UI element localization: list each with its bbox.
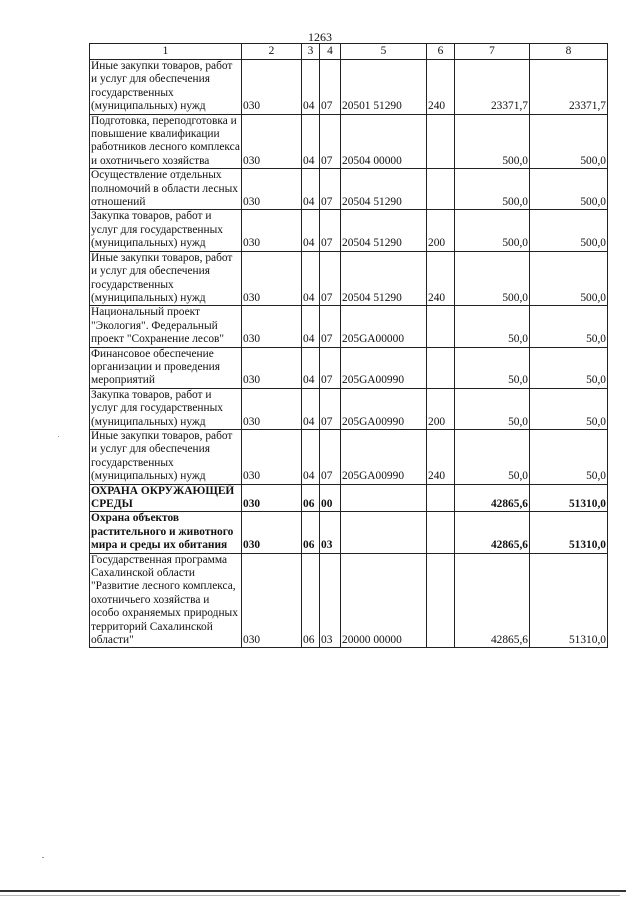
section-code-cell: 04 — [302, 60, 320, 115]
col-header-3: 3 — [302, 44, 320, 60]
admin-code-cell: 030 — [242, 169, 302, 210]
amount-col7-cell: 500,0 — [455, 210, 530, 251]
row-name-cell: Охрана объектов растительного и животного мира и среды их обитания — [90, 512, 242, 553]
admin-code-cell: 030 — [242, 306, 302, 347]
row-name-cell: Иные закупки товаров, работ и услуг для обеспечения государственных (муниципальных) нужд — [90, 429, 242, 484]
amount-col7-cell: 42865,6 — [455, 512, 530, 553]
section-code-cell: 06 — [302, 484, 320, 512]
amount-col7-cell: 42865,6 — [455, 553, 530, 648]
amount-col8-cell: 51310,0 — [530, 553, 608, 648]
amount-col7-cell: 50,0 — [455, 347, 530, 388]
row-name-cell: Государственная программа Сахалинской области "Развитие лесного комплекса, охотничьего хозяйства и особо охраняемых природных территорий Сахалинской области" — [90, 553, 242, 648]
amount-col8-cell: 500,0 — [530, 114, 608, 169]
target-article-cell: 20504 51290 — [341, 169, 427, 210]
col-header-8: 8 — [530, 44, 608, 60]
amount-col7-cell: 50,0 — [455, 429, 530, 484]
subsection-code-cell: 07 — [320, 347, 341, 388]
table-row — [90, 388, 608, 429]
amount-col8-cell: 500,0 — [530, 210, 608, 251]
expense-type-cell — [427, 484, 455, 512]
section-code-cell: 04 — [302, 388, 320, 429]
bottom-rule — [0, 890, 626, 892]
subsection-code-cell: 07 — [320, 251, 341, 306]
subsection-code-cell: 07 — [320, 388, 341, 429]
section-code-cell: 04 — [302, 210, 320, 251]
admin-code-cell: 030 — [242, 484, 302, 512]
table-row — [90, 429, 608, 484]
row-name-cell: Финансовое обеспечение организации и проведения мероприятий — [90, 347, 242, 388]
expense-type-cell: 240 — [427, 429, 455, 484]
section-code-cell: 04 — [302, 306, 320, 347]
target-article-cell: 205GA00990 — [341, 347, 427, 388]
subsection-code-cell: 07 — [320, 306, 341, 347]
row-name-cell: Национальный проект "Экология". Федеральный проект "Сохранение лесов" — [90, 306, 242, 347]
amount-col8-cell: 50,0 — [530, 429, 608, 484]
row-name-cell: Закупка товаров, работ и услуг для государственных (муниципальных) нужд — [90, 210, 242, 251]
section-code-cell: 06 — [302, 553, 320, 648]
table-row — [90, 306, 608, 347]
subsection-code-cell: 07 — [320, 210, 341, 251]
table-row — [90, 347, 608, 388]
section-code-cell: 06 — [302, 512, 320, 553]
amount-col7-cell: 42865,6 — [455, 484, 530, 512]
subsection-code-cell: 07 — [320, 114, 341, 169]
admin-code-cell: 030 — [242, 388, 302, 429]
amount-col7-cell: 500,0 — [455, 251, 530, 306]
admin-code-cell: 030 — [242, 512, 302, 553]
col-header-7: 7 — [455, 44, 530, 60]
subsection-code-cell: 00 — [320, 484, 341, 512]
expense-type-cell — [427, 306, 455, 347]
table-row — [90, 114, 608, 169]
section-code-cell: 04 — [302, 169, 320, 210]
expense-type-cell — [427, 169, 455, 210]
table-row — [90, 210, 608, 251]
target-article-cell — [341, 484, 427, 512]
amount-col8-cell: 500,0 — [530, 169, 608, 210]
target-article-cell: 20501 51290 — [341, 60, 427, 115]
header-row — [90, 44, 608, 60]
row-name-cell: Закупка товаров, работ и услуг для государственных (муниципальных) нужд — [90, 388, 242, 429]
subsection-code-cell: 07 — [320, 429, 341, 484]
bottom-rule-faint — [0, 895, 620, 896]
scan-speck — [58, 436, 59, 437]
target-article-cell: 20504 00000 — [341, 114, 427, 169]
amount-col7-cell: 500,0 — [455, 114, 530, 169]
amount-col8-cell: 51310,0 — [530, 512, 608, 553]
expense-type-cell: 240 — [427, 251, 455, 306]
subsection-code-cell: 03 — [320, 512, 341, 553]
expense-type-cell — [427, 347, 455, 388]
expense-type-cell — [427, 553, 455, 648]
admin-code-cell: 030 — [242, 429, 302, 484]
expense-type-cell: 200 — [427, 210, 455, 251]
page-number: 1263 — [308, 30, 332, 44]
row-name-cell: Осуществление отдельных полномочий в области лесных отношений — [90, 169, 242, 210]
expense-type-cell — [427, 114, 455, 169]
amount-col8-cell: 51310,0 — [530, 484, 608, 512]
section-code-cell: 04 — [302, 114, 320, 169]
section-code-cell: 04 — [302, 347, 320, 388]
target-article-cell: 205GA00990 — [341, 388, 427, 429]
table-row — [90, 251, 608, 306]
target-article-cell: 205GA00990 — [341, 429, 427, 484]
table-row — [90, 484, 608, 512]
amount-col8-cell: 50,0 — [530, 388, 608, 429]
col-header-6: 6 — [427, 44, 455, 60]
subsection-code-cell: 07 — [320, 60, 341, 115]
target-article-cell: 20000 00000 — [341, 553, 427, 648]
amount-col8-cell: 50,0 — [530, 347, 608, 388]
row-name-cell: Иные закупки товаров, работ и услуг для обеспечения государственных (муниципальных) нужд — [90, 60, 242, 115]
col-header-2: 2 — [242, 44, 302, 60]
amount-col7-cell: 50,0 — [455, 306, 530, 347]
amount-col8-cell: 50,0 — [530, 306, 608, 347]
amount-col7-cell: 23371,7 — [455, 60, 530, 115]
admin-code-cell: 030 — [242, 114, 302, 169]
target-article-cell — [341, 512, 427, 553]
amount-col7-cell: 500,0 — [455, 169, 530, 210]
row-name-cell: Иные закупки товаров, работ и услуг для обеспечения государственных (муниципальных) нужд — [90, 251, 242, 306]
expense-type-cell — [427, 512, 455, 553]
admin-code-cell: 030 — [242, 60, 302, 115]
admin-code-cell: 030 — [242, 210, 302, 251]
table-row — [90, 169, 608, 210]
target-article-cell: 20504 51290 — [341, 210, 427, 251]
subsection-code-cell: 03 — [320, 553, 341, 648]
table-row — [90, 60, 608, 115]
table-row — [90, 553, 608, 648]
scan-speck — [42, 857, 44, 858]
amount-col8-cell: 500,0 — [530, 251, 608, 306]
section-code-cell: 04 — [302, 429, 320, 484]
amount-col8-cell: 23371,7 — [530, 60, 608, 115]
row-name-cell: Подготовка, переподготовка и повышение квалификации работников лесного комплекса и охотничьего хозяйства — [91, 114, 240, 167]
subsection-code-cell: 07 — [320, 169, 341, 210]
amount-col7-cell: 50,0 — [455, 388, 530, 429]
budget-table — [89, 43, 608, 648]
col-header-4: 4 — [320, 44, 341, 60]
admin-code-cell: 030 — [242, 347, 302, 388]
target-article-cell: 205GA00000 — [341, 306, 427, 347]
target-article-cell: 20504 51290 — [341, 251, 427, 306]
expense-type-cell: 200 — [427, 388, 455, 429]
col-header-1: 1 — [90, 44, 242, 60]
col-header-5: 5 — [341, 44, 427, 60]
table-row — [90, 512, 608, 553]
row-name-cell: ОХРАНА ОКРУЖАЮЩЕЙ СРЕДЫ — [90, 484, 242, 512]
expense-type-cell: 240 — [427, 60, 455, 115]
admin-code-cell: 030 — [242, 553, 302, 648]
admin-code-cell: 030 — [242, 251, 302, 306]
section-code-cell: 04 — [302, 251, 320, 306]
